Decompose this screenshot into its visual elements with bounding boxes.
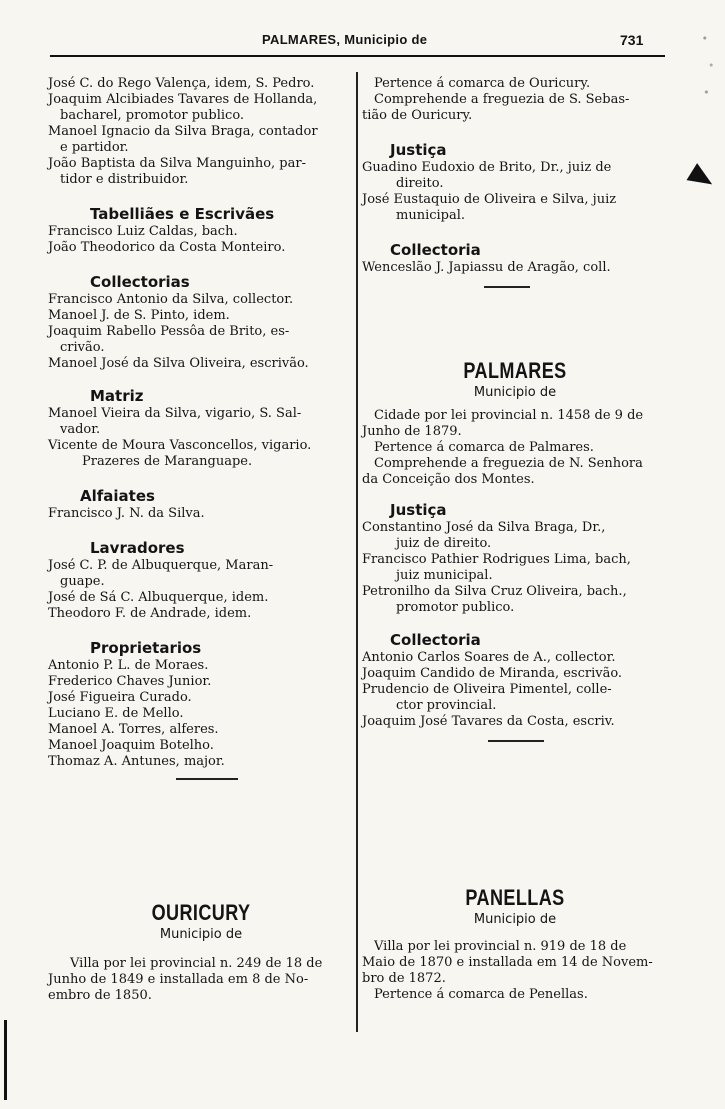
running-title-bold: PALMARES,: [262, 32, 341, 47]
entry-line: Francisco J. N. da Silva.: [48, 506, 205, 521]
section-heading-collectoria: Collectoria: [390, 241, 481, 259]
entry-line: Pertence á comarca de Ouricury.: [374, 76, 591, 91]
entry-line: Prudencio de Oliveira Pimentel, colle-: [362, 682, 612, 697]
page-number: 731: [620, 32, 644, 48]
entry-line: José Figueira Curado.: [48, 690, 192, 705]
entry-line: Thomaz A. Antunes, major.: [48, 754, 225, 769]
entry-line: Joaquim José Tavares da Costa, escriv.: [362, 714, 615, 729]
municipality-subtitle: Municipio de: [473, 912, 557, 927]
entry-line: crivão.: [60, 340, 105, 355]
entry-line: juiz de direito.: [396, 536, 492, 551]
entry-line: juiz municipal.: [396, 568, 493, 583]
entry-line: Luciano E. de Mello.: [48, 706, 184, 721]
margin-arrow-mark: [687, 163, 718, 193]
entry-line: Junho de 1879.: [362, 424, 462, 439]
right-column: [362, 72, 668, 742]
entry-line: Manoel Vieira da Silva, vigario, S. Sal-: [48, 406, 302, 421]
entry-line: tião de Ouricury.: [362, 108, 473, 123]
entry-line: Francisco Luiz Caldas, bach.: [48, 224, 238, 239]
entry-line: bacharel, promotor publico.: [60, 108, 245, 123]
entry-line: Joaquim Rabello Pessôa de Brito, es-: [48, 324, 290, 339]
header-rule: [50, 55, 665, 57]
entry-line: Comprehende a freguezia de S. Sebas-: [374, 92, 630, 107]
entry-line: Pertence á comarca de Palmares.: [374, 440, 594, 455]
running-header: [0, 32, 725, 52]
section-heading-justica-palmares: Justiça: [390, 501, 447, 519]
entry-line: Francisco Pathier Rodrigues Lima, bach,: [362, 552, 631, 567]
section-heading-collectorias: Collectorias: [90, 273, 190, 291]
municipality-subtitle: Municipio de: [473, 385, 557, 400]
running-title-rest: Municipio de: [340, 32, 428, 47]
binding-edge-mark: [4, 1020, 7, 1100]
entry-line: José C. P. de Albuquerque, Maran-: [48, 558, 274, 573]
entry-line: municipal.: [396, 208, 466, 223]
section-heading-tabelliaes: Tabelliães e Escrivães: [90, 205, 275, 223]
column-divider: [356, 72, 358, 1032]
entry-line: Wenceslão J. Japiassu de Aragão, coll.: [362, 260, 611, 275]
running-title: [262, 32, 427, 47]
entry-line: José Eustaquio de Oliveira e Silva, juiz: [362, 192, 617, 207]
entry-line: Pertence á comarca de Penellas.: [374, 987, 588, 1002]
municipality-title-palmares: PALMARES: [463, 358, 567, 383]
entry-line: ctor provincial.: [396, 698, 497, 713]
section-heading-proprietarios: Proprietarios: [90, 639, 202, 657]
entry-line: Manoel A. Torres, alferes.: [48, 722, 219, 737]
entry-line: vador.: [60, 422, 101, 437]
entry-line: Vicente de Moura Vasconcellos, vigario.: [48, 438, 312, 453]
entry-line: Joaquim Alcibiades Tavares de Hollanda,: [48, 92, 318, 107]
entry-line: e partidor.: [60, 140, 129, 155]
entry-line: Manoel J. de S. Pinto, idem.: [48, 308, 230, 323]
entry-line: Petronilho da Silva Cruz Oliveira, bach.,: [362, 584, 627, 599]
section-heading-justica: Justiça: [390, 141, 447, 159]
section-rule: [488, 740, 544, 742]
section-heading-collectoria-palmares: Collectoria: [390, 631, 481, 649]
ouricury-block: [48, 900, 354, 1004]
left-column: [48, 72, 354, 780]
entry-line: Theodoro F. de Andrade, idem.: [48, 606, 252, 621]
section-heading-matriz: Matriz: [90, 387, 144, 405]
entry-line: Manoel Ignacio da Silva Braga, contador: [48, 124, 318, 139]
entry-line: Antonio Carlos Soares de A., collector.: [362, 650, 616, 665]
entry-line: bro de 1872.: [362, 971, 446, 986]
entry-line: Cidade por lei provincial n. 1458 de 9 de: [374, 408, 644, 423]
entry-line: Guadino Eudoxio de Brito, Dr., juiz de: [362, 160, 612, 175]
entry-line: Francisco Antonio da Silva, collector.: [48, 292, 294, 307]
entry-line: Junho de 1849 e installada em 8 de No-: [48, 972, 309, 987]
municipality-title-panellas: PANELLAS: [465, 885, 565, 910]
entry-line: da Conceição dos Montes.: [362, 472, 535, 487]
municipality-subtitle: Municipio de: [159, 927, 243, 942]
entry-line: guape.: [60, 574, 105, 589]
entry-line: José C. do Rego Valença, idem, S. Pedro.: [48, 76, 315, 91]
entry-line: Antonio P. L. de Moraes.: [48, 658, 209, 673]
panellas-block: [362, 885, 668, 1003]
entry-line: Villa por lei provincial n. 919 de 18 de: [374, 939, 627, 954]
entry-line: João Theodorico da Costa Monteiro.: [48, 240, 286, 255]
section-heading-lavradores: Lavradores: [90, 539, 185, 557]
entry-line: Maio de 1870 e installada em 14 de Novem-: [362, 955, 653, 970]
entry-line: Joaquim Candido de Miranda, escrivão.: [362, 666, 623, 681]
section-rule: [484, 286, 530, 288]
entry-line: José de Sá C. Albuquerque, idem.: [48, 590, 269, 605]
entry-line: promotor publico.: [396, 600, 515, 615]
section-rule: [176, 778, 238, 780]
municipality-title-ouricury: OURICURY: [151, 900, 251, 925]
entry-line: Comprehende a freguezia de N. Senhora: [374, 456, 643, 471]
entry-line: tidor e distribuidor.: [60, 172, 189, 187]
entry-line: embro de 1850.: [48, 988, 152, 1003]
entry-line: Manoel José da Silva Oliveira, escrivão.: [48, 356, 309, 371]
entry-line: Frederico Chaves Junior.: [48, 674, 212, 689]
entry-line: Prazeres de Maranguape.: [82, 454, 253, 469]
entry-line: direito.: [396, 176, 444, 191]
entry-line: Villa por lei provincial n. 249 de 18 de: [70, 956, 323, 971]
entry-line: João Baptista da Silva Manguinho, par-: [48, 156, 306, 171]
entry-line: Manoel Joaquim Botelho.: [48, 738, 214, 753]
entry-line: Constantino José da Silva Braga, Dr.,: [362, 520, 606, 535]
section-heading-alfaiates: Alfaiates: [80, 487, 155, 505]
